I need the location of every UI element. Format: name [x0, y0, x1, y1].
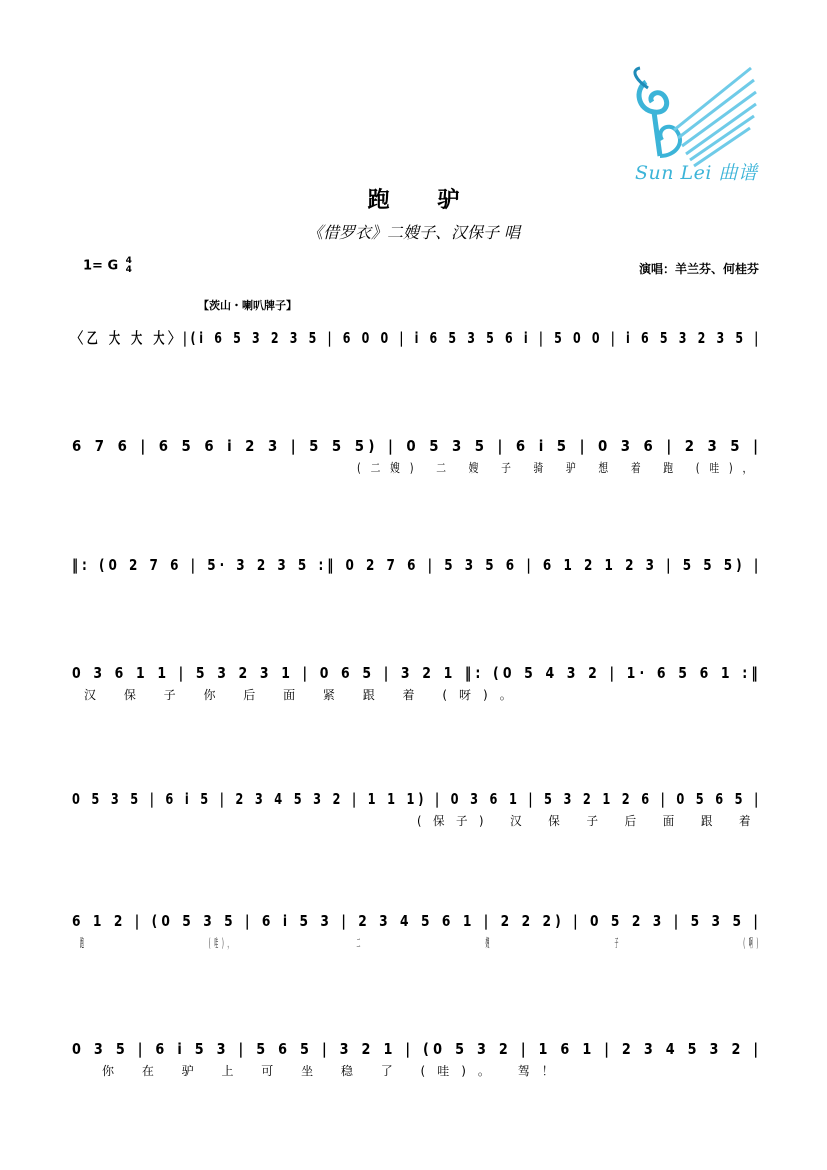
notes-line-6: 6 1 2 | (0 5 3 5 | 6 i 5 3 | 2 3 4 5 6 1 | 2 2 2) | 0 5 2 3 | 5 3 5 | [72, 912, 762, 930]
lyrics-line-6: 跑 (哇)， 二 嫂 子 (啊) [80, 936, 762, 950]
lyrics-line-4: 汉 保 子 你 后 面 紧 跟 着 (呀)。 [84, 688, 524, 702]
lyrics-line-7: 你 在 驴 上 可 坐 稳 了 (哇)。 驾！ [102, 1064, 566, 1078]
notes-line-1: 〈乙 大 大 大〉|(i 6 5 3 2 3 5 | 6 0 0 | i 6 5 3 5 6 i | 5 0 0 | i 6 5 3 2 3 5 | [72, 329, 762, 347]
score-line-3 [72, 544, 762, 614]
song-title: 跑 驴 [367, 188, 480, 213]
score-line-5 [72, 778, 762, 848]
score-line-4 [72, 652, 762, 722]
logo-text: Sun Lei 曲谱 [635, 162, 758, 184]
score-line-6 [72, 900, 762, 970]
lyrics-line-2: (二嫂) 二 嫂 子 骑 驴 想 着 跑 (哇)， [357, 461, 763, 475]
key-label: 1= G [83, 258, 119, 274]
score-line-7 [72, 1028, 762, 1098]
score-line-2 [72, 425, 762, 495]
key-signature [83, 257, 132, 275]
notes-line-5: 0 5 3 5 | 6 i 5 | 2 3 4 5 3 2 | 1 1 1) | 0 3 6 1 | 5 3 2 1 2 6 | 0 5 6 5 | [72, 790, 763, 808]
performers: 演唱：羊兰芬、何桂芬 [638, 262, 759, 276]
mode-label: 【茨山・喇叭牌子】 [198, 299, 297, 312]
notes-line-4: 0 3 6 1 1 | 5 3 2 3 1 | 0 6 5 | 3 2 1 ‖: (0 5 4 3 2 | 1· 6 5 6 1 :‖ [72, 664, 762, 682]
time-top: 4 [125, 256, 132, 266]
score-line-1 [72, 318, 762, 388]
song-subtitle: 《借罗衣》二嫂子、汉保子 唱 [306, 223, 521, 242]
notes-line-7: 0 3 5 | 6 i 5 3 | 5 6 5 | 3 2 1 | (0 5 3 2 | 1 6 1 | 2 3 4 5 3 2 | [72, 1040, 763, 1058]
time-signature [126, 257, 132, 275]
lyrics-line-5: (保子) 汉 保 子 后 面 跟 着 [417, 814, 763, 828]
notes-line-3: ‖: (0 2 7 6 | 5· 3 2 3 5 :‖ 0 2 7 6 | 5 3 5 6 | 6 1 2 1 2 3 | 5 5 5) | [72, 556, 763, 574]
time-bottom: 4 [125, 265, 132, 275]
notes-line-2: 6 7 6 | 6 5 6 i 2 3 | 5 5 5) | 0 5 3 5 | 6 i 5 | 0 3 6 | 2 3 5 | [72, 437, 763, 455]
